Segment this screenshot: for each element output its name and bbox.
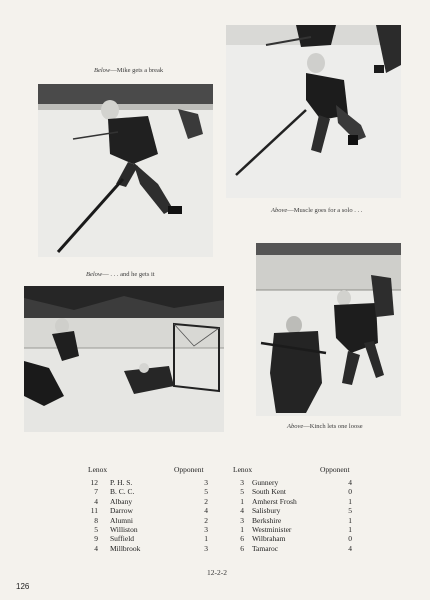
opponent-name: Williston bbox=[110, 524, 138, 534]
opponent-score: 2 bbox=[204, 496, 208, 506]
game-row bbox=[84, 525, 219, 534]
game-row bbox=[230, 478, 360, 487]
opponent-score: 4 bbox=[348, 478, 352, 487]
lenox-score: 4 bbox=[94, 543, 98, 553]
lenox-score: 4 bbox=[94, 496, 98, 506]
opponent-name: South Kent bbox=[252, 487, 286, 497]
caption-gets-it bbox=[86, 272, 155, 279]
opponent-score: 4 bbox=[204, 506, 208, 516]
game-row bbox=[84, 506, 219, 515]
opponent-score: 2 bbox=[204, 515, 208, 525]
opponent-score: 5 bbox=[348, 506, 352, 516]
caption-lead: Above bbox=[271, 207, 288, 214]
caption-kinch bbox=[287, 424, 363, 431]
opponent-name: Berkshire bbox=[252, 515, 282, 525]
caption-text: —Muscle goes for a solo . . . bbox=[287, 207, 363, 214]
left-games bbox=[84, 478, 219, 553]
opponent-score: 3 bbox=[204, 524, 208, 534]
caption-text: —Kinch lets one loose bbox=[303, 423, 363, 430]
caption-text: — . . . and he gets it bbox=[102, 271, 155, 278]
lenox-score: 8 bbox=[94, 515, 98, 525]
lenox-score: 12 bbox=[90, 478, 98, 487]
lenox-score: 11 bbox=[90, 506, 98, 516]
opponent-score: 5 bbox=[204, 487, 208, 497]
opponent-name: Alumni bbox=[110, 515, 133, 525]
caption-lead: Below bbox=[86, 271, 103, 278]
caption-muscle-solo bbox=[271, 208, 362, 215]
opponent-name: Gunnery bbox=[252, 478, 279, 487]
lenox-score: 5 bbox=[94, 524, 98, 534]
page-number: 126 bbox=[16, 582, 30, 591]
right-header-opponent: Opponent bbox=[320, 465, 350, 474]
opponent-name: Salisbury bbox=[252, 506, 281, 516]
game-row bbox=[230, 487, 360, 496]
lenox-score: 7 bbox=[94, 487, 98, 497]
lenox-score: 5 bbox=[240, 487, 244, 497]
photo-kinch-shot bbox=[256, 243, 401, 416]
opponent-name: Albany bbox=[110, 496, 133, 506]
opponent-score: 0 bbox=[348, 487, 352, 497]
opponent-score: 1 bbox=[348, 515, 352, 525]
opponent-name: Darrow bbox=[110, 506, 133, 516]
caption-mike-break bbox=[94, 68, 163, 75]
opponent-score: 0 bbox=[348, 534, 352, 544]
game-row bbox=[84, 516, 219, 525]
game-row bbox=[230, 506, 360, 515]
opponent-score: 1 bbox=[348, 496, 352, 506]
lenox-score: 3 bbox=[240, 515, 244, 525]
lenox-score: 9 bbox=[94, 534, 98, 544]
opponent-score: 4 bbox=[348, 543, 352, 553]
game-row bbox=[84, 534, 219, 543]
photo-muscle-solo bbox=[226, 25, 401, 198]
lenox-score: 4 bbox=[240, 506, 244, 516]
opponent-name: Amherst Frosh bbox=[252, 496, 297, 506]
game-row bbox=[230, 516, 360, 525]
lenox-score: 6 bbox=[240, 534, 244, 544]
left-header-opponent: Opponent bbox=[174, 465, 204, 474]
game-row bbox=[230, 497, 360, 506]
game-row bbox=[84, 487, 219, 496]
caption-lead: Below bbox=[94, 67, 111, 74]
right-games bbox=[230, 478, 360, 553]
lenox-score: 6 bbox=[240, 543, 244, 553]
opponent-name: B. C. C. bbox=[110, 487, 135, 497]
lenox-score: 3 bbox=[240, 478, 244, 487]
lenox-score: 1 bbox=[240, 496, 244, 506]
opponent-score: 3 bbox=[204, 543, 208, 553]
opponent-name: Tamaroc bbox=[252, 543, 279, 553]
right-header-team: Lenox bbox=[233, 465, 253, 474]
game-row bbox=[230, 544, 360, 553]
opponent-name: P. H. S. bbox=[110, 478, 133, 487]
game-row bbox=[230, 525, 360, 534]
left-header-team: Lenox bbox=[88, 465, 108, 474]
opponent-name: Westminister bbox=[252, 524, 292, 534]
opponent-name: Suffield bbox=[110, 534, 135, 544]
game-row bbox=[84, 544, 219, 553]
game-row bbox=[84, 497, 219, 506]
game-row bbox=[230, 534, 360, 543]
opponent-score: 3 bbox=[204, 478, 208, 487]
opponent-score: 1 bbox=[204, 534, 208, 544]
caption-lead: Above bbox=[287, 423, 304, 430]
photo-mike-break bbox=[38, 84, 213, 257]
opponent-name: Wilbraham bbox=[252, 534, 286, 544]
caption-text: —Mike gets a break bbox=[110, 67, 164, 74]
opponent-score: 1 bbox=[348, 524, 352, 534]
photo-goal bbox=[24, 286, 224, 432]
season-record: 12-2-2 bbox=[207, 568, 227, 577]
lenox-score: 1 bbox=[240, 524, 244, 534]
game-row bbox=[84, 478, 219, 487]
opponent-name: Millbrook bbox=[110, 543, 141, 553]
